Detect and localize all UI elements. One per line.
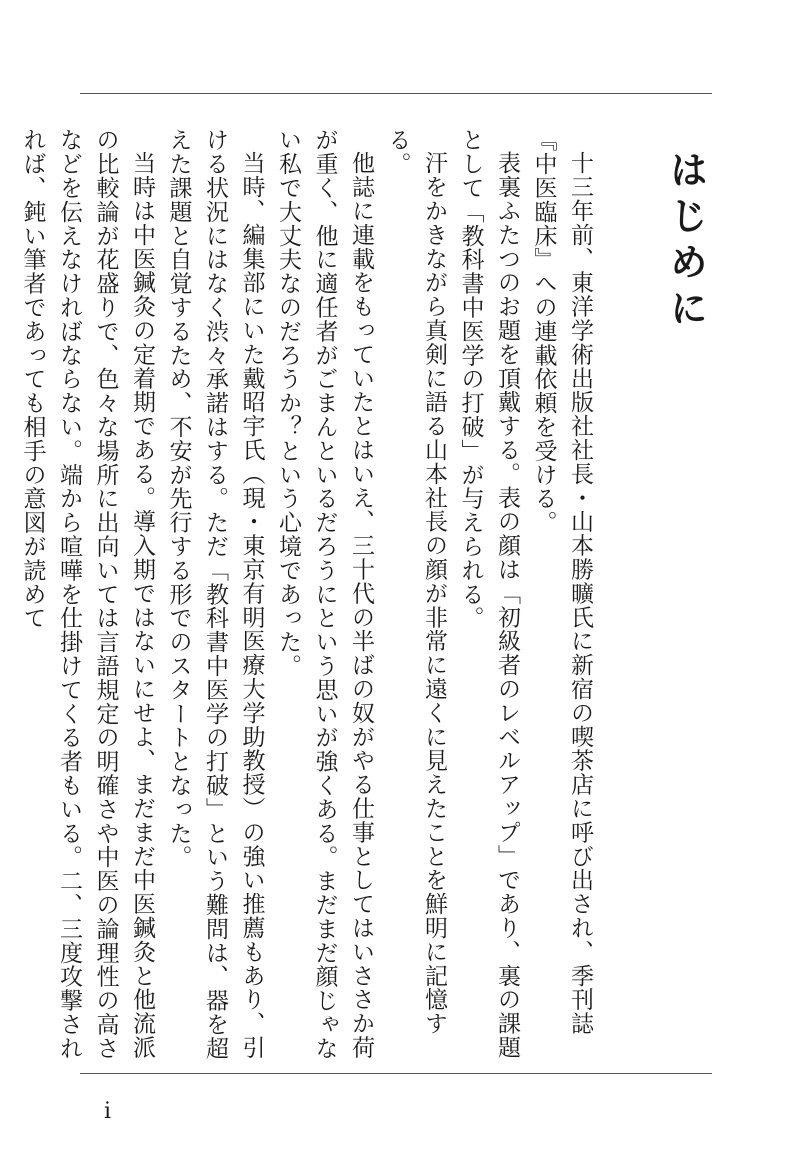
bottom-rule [80, 1073, 712, 1074]
page-number: i [104, 1099, 112, 1124]
paragraph-4: 他誌に連載をもっていたとはいえ、三十代の半ばの奴がやる仕事としてはいささか荷が重く、他に適任者がごまんといるだろうにという思いが強くある。まだまだ顔じゃない私で大丈夫なのだろうか？という心境であった。 [275, 128, 374, 1061]
top-rule [80, 93, 712, 94]
paragraph-2: 表裏ふたつのお題を頂戴する。表の顔は「初級者のレベルアップ」であり、裏の課題として「教科書中医学の打破」が与えられる。 [457, 128, 520, 1060]
paragraph-3: 汗をかきながら真剣に語る山本社長の顔が非常に遠くに見えたことを鮮明に記憶する。 [384, 128, 447, 1036]
paragraph-1: 十三年前、東洋学術出版社社長・山本勝曠氏に新宿の喫茶店に呼び出され、季刊誌『中医臨床』への連載依頼を受ける。 [530, 128, 593, 1036]
paragraph-5: 当時、編集部にいた戴昭宇氏（現・東京有明医療大学助教授）の強い推薦もあり、引ける状況にはなく渋々承諾はする。ただ「教科書中医学の打破」という難問は、器を超えた課題と自覚するため、不安が先行する形でのスタートとなった。 [165, 128, 265, 1061]
paragraph-6: 当時は中医鍼灸の定着期である。導入期ではないにせよ、まだまだ中医鍼灸と他流派の比較論が花盛りで、色々な場所に出向いては言語規定の明確さや中医の論理性の高さなどを伝えなければならない。端から喧嘩を仕掛けてくる者もいる。二、三度攻撃されれば、鈍い筆者であっても相手の意図が読めて [19, 128, 155, 1061]
page-title: はじめに [663, 150, 709, 334]
body-text [19, 128, 598, 1063]
